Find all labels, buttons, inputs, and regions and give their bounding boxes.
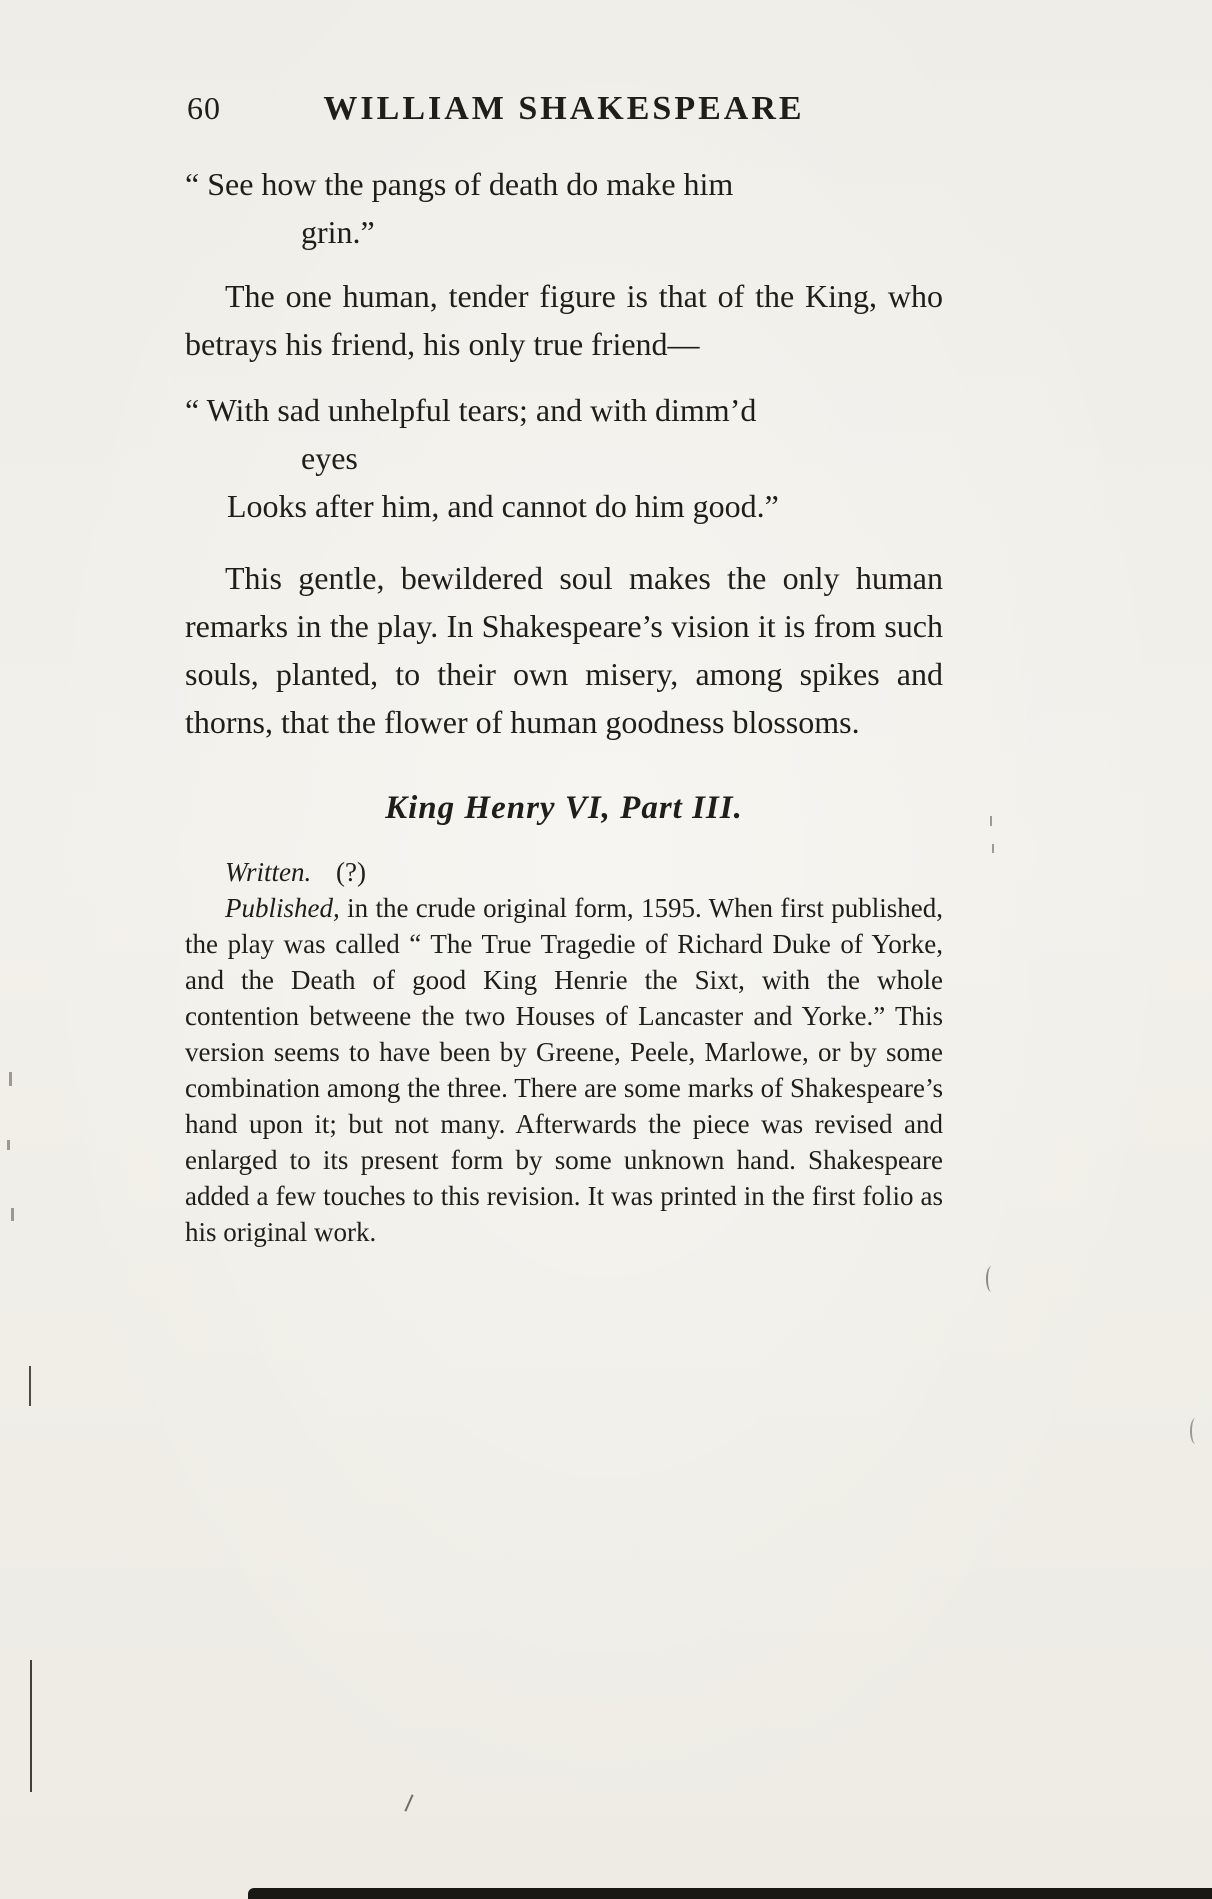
verse-quote-1 [185,160,943,256]
verse-line: grin.” [301,214,375,250]
verse-line: eyes [301,440,358,476]
written-label: Written. [225,857,312,888]
page-number: 60 [187,90,221,126]
written-note: (?) [336,857,366,888]
paragraph-1: The one human, tender figure is that of the King, who betrays his friend, his only true friend— [185,278,943,362]
scan-artifact-slash [404,1794,413,1811]
text-block [185,90,943,1250]
paragraph-2: This gentle, bewildered soul makes the only human remarks in the play. In Shakespeare’s vision it is from such souls, planted, to their own misery, among spikes and thorns, that the flower of human goodness blossoms. [185,560,943,740]
scan-artifact-tick [9,1072,12,1086]
scan-artifact-bottom-strip [248,1888,1212,1899]
scan-artifact-tick [990,816,992,826]
page-header [185,90,943,136]
scan-artifact-paren [986,1266,997,1292]
verse-line: “ See how the pangs of death do make him [185,166,734,202]
scan-artifact-line [29,1366,31,1406]
running-header-title: WILLIAM SHAKESPEARE [323,90,805,127]
published-label: Published, [225,893,340,924]
scan-artifact-tick [11,1208,14,1221]
verse-quote-2 [185,386,943,530]
written-line [185,854,943,890]
scan-artifact-paren [1190,1418,1201,1444]
section-heading: King Henry VI, Part III. [385,790,743,826]
scan-artifact-tick [992,844,994,853]
verse-line: Looks after him, and cannot do him good.” [227,488,779,524]
verse-line: “ With sad unhelpful tears; and with dimm’d [185,392,757,428]
published-text: in the crude original form, 1595. When first published, the play was called “ The True Tragedie of Richard Duke of Yorke, and the Death of good King Henrie the Sixt, with the whole contention betweene the two Houses of Lancaster and Yorke.” This version seems to have been by Greene, Peele, Marlowe, or by some combination among the three. There are some marks of Shakespeare’s hand upon it; but not many. Afterwards the piece was revised and enlarged to its present form by some unknown hand. Shakespeare added a few touches to this revision. It was printed in the first folio as his original work. [185,893,943,1248]
scan-artifact-tick [7,1140,10,1150]
scan-artifact-line [30,1660,32,1792]
published-paragraph [185,890,943,1250]
